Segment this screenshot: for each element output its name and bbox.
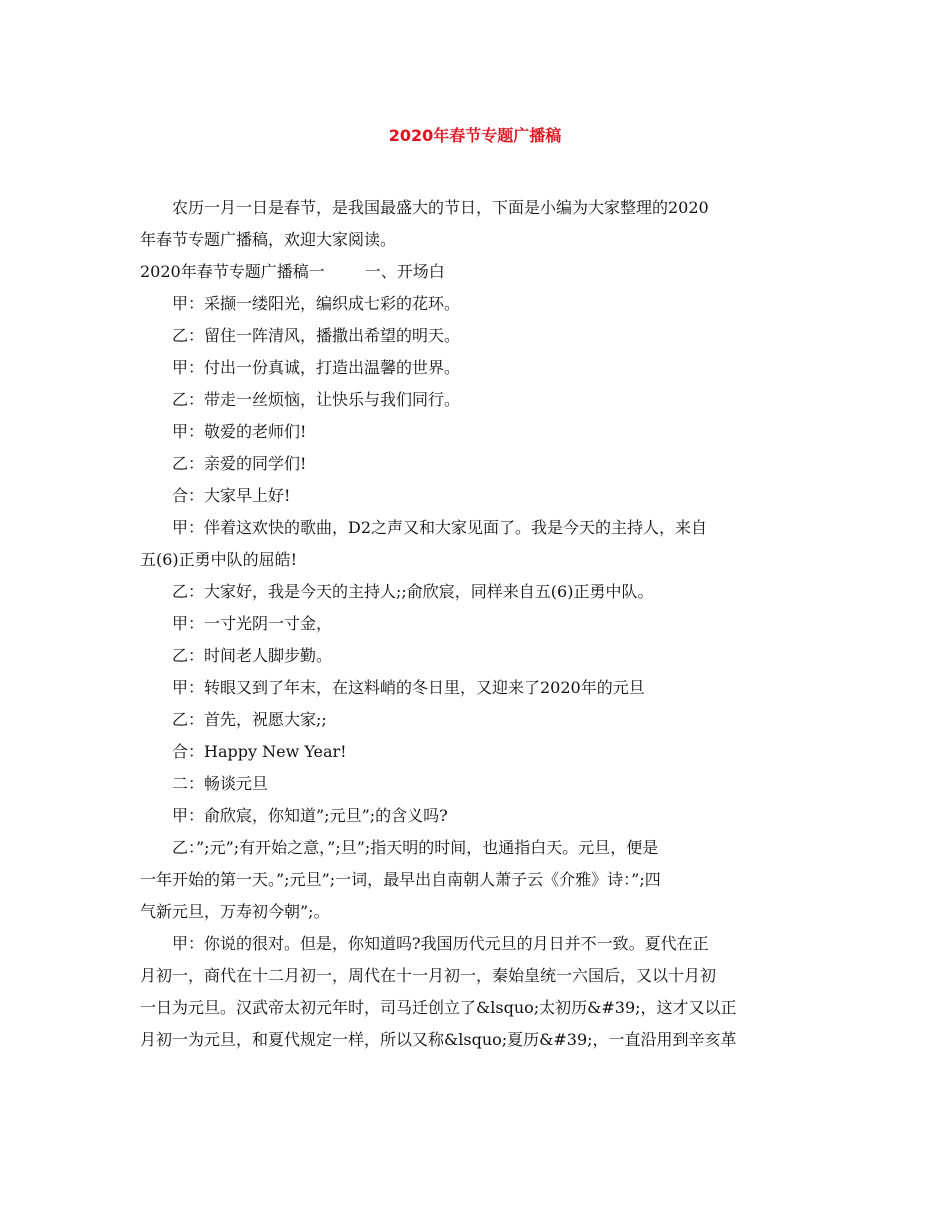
paragraph-line: 农历一月一日是春节，是我国最盛大的节日，下面是小编为大家整理的2020	[172, 198, 709, 217]
dialogue-line: 合：大家早上好!	[172, 486, 291, 505]
dialogue-line: 甲：俞欣宸，你知道”;元旦”;的含义吗?	[172, 806, 448, 825]
dialogue-line: 月初一为元旦，和夏代规定一样，所以又称&lsquo;夏历&#39;，一直沿用到辛亥革	[140, 1030, 737, 1049]
dialogue-line: 甲：一寸光阴一寸金，	[172, 614, 333, 633]
dialogue-line: 月初一，商代在十二月初一，周代在十一月初一，秦始皇统一六国后，又以十月初	[140, 966, 717, 985]
dialogue-line: 一日为元旦。汉武帝太初元年时，司马迁创立了&lsquo;太初历&#39;，这才又以正	[140, 998, 737, 1017]
dialogue-line: 甲：伴着这欢快的歌曲，D2之声又和大家见面了。我是今天的主持人，来自	[172, 518, 708, 537]
dialogue-line: 乙：带走一丝烦恼，让快乐与我们同行。	[172, 390, 461, 409]
dialogue-line: 乙：首先，祝愿大家;;	[172, 710, 327, 729]
dialogue-line: 气新元旦，万寿初今朝”;。	[140, 902, 330, 921]
document-body	[140, 192, 814, 1056]
dialogue-line: 乙：时间老人脚步勤。	[172, 646, 333, 665]
dialogue-line: 合：Happy New Year!	[172, 742, 347, 761]
dialogue-line: 甲：付出一份真诚，打造出温馨的世界。	[172, 358, 461, 377]
section-heading-line	[140, 256, 814, 288]
dialogue-line: 乙：亲爱的同学们!	[172, 454, 307, 473]
section-subtitle: 一、开场白	[364, 262, 445, 281]
section-title: 2020年春节专题广播稿一	[140, 262, 325, 281]
dialogue-line: 乙：留住一阵清风，播撒出希望的明天。	[172, 326, 461, 345]
document-title: 2020年春节专题广播稿	[388, 126, 562, 145]
dialogue-line: 乙：”;元”;有开始之意，”;旦”;指天明的时间，也通指白天。元旦，便是	[172, 838, 659, 857]
dialogue-line: 甲：你说的很对。但是，你知道吗?我国历代元旦的月日并不一致。夏代在正	[172, 934, 709, 953]
dialogue-line: 甲：敬爱的老师们!	[172, 422, 307, 441]
dialogue-line: 甲：转眼又到了年末，在这料峭的冬日里，又迎来了2020年的元旦	[172, 678, 645, 697]
dialogue-line: 五(6)正勇中队的屈皓!	[140, 550, 298, 569]
dialogue-line: 一年开始的第一天。”;元旦”;一词，最早出自南朝人萧子云《介雅》诗：”;四	[140, 870, 661, 889]
dialogue-line: 乙：大家好，我是今天的主持人;;俞欣宸，同样来自五(6)正勇中队。	[172, 582, 654, 601]
paragraph-line: 年春节专题广播稿，欢迎大家阅读。	[140, 230, 397, 249]
dialogue-line: 甲：采撷一缕阳光，编织成七彩的花环。	[172, 294, 461, 313]
section-heading: 二：畅谈元旦	[172, 774, 269, 793]
